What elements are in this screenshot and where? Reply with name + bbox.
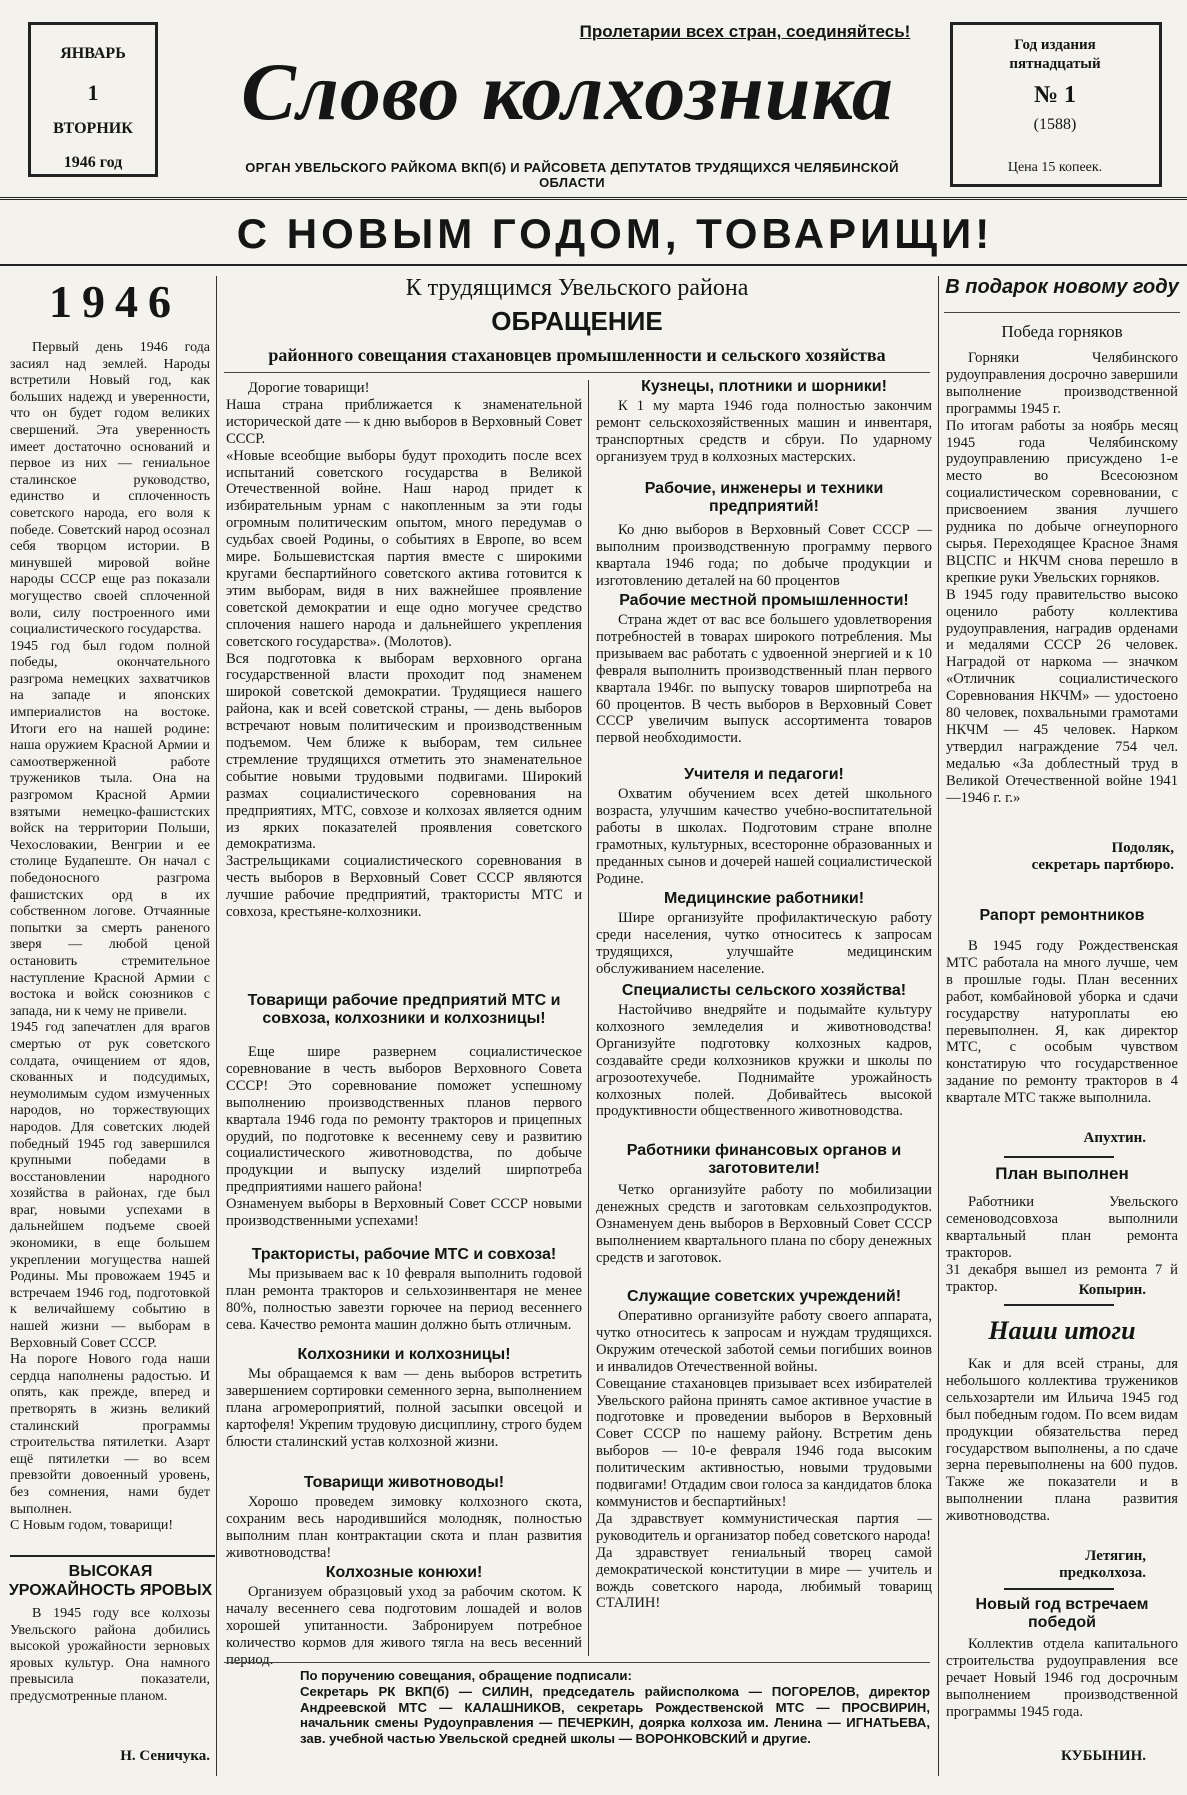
appeal-col1f-title: Колхозные конюхи! bbox=[325, 1564, 483, 1581]
masthead-subtitle: ОРГАН УВЕЛЬСКОГО РАЙКОМА ВКП(б) И РАЙСОВЕТА ДЕПУТАТОВ ТРУДЯЩИХСЯ ЧЕЛЯБИНСКОЙ ОБЛАСТИ bbox=[245, 160, 899, 190]
right-a4-title: Наши итоги bbox=[988, 1316, 1136, 1345]
appeal-col1c-title: Трактористы, рабочие МТС и совхоза! bbox=[251, 1246, 557, 1263]
appeal-col2h-body: Оперативно организуйте работу своего аппарата, чутко относитесь к запросам и нуждам трудящихся. Окружим отеческой заботой семьи погибших воинов и инвалидов Отечественной войны. Совещание стахановцев призывает всех избирателей Увельского района принять самое активное участие в подготовке и проведении выборов в Верховный Совет СССР по нашему району. Встретим день выборов — 10-е февраля 1946 года высоким политическим активностью, новыми трудовыми подвигами! Отдадим свои голоса за кандидатов блока коммунистов и беспартийных! Да здравствует коммунистическая партия — руководитель и организатор побед советского народа! Да здравствует гениальный творец самой демократической конституции в мире — учитель и вождь советского народа, любимый товарищ СТАЛИН! bbox=[596, 1308, 932, 1612]
appeal-col2c-title: Рабочие местной промышленности! bbox=[619, 592, 909, 609]
appeal-col2f-title: Специалисты сельского хозяйства! bbox=[621, 982, 907, 999]
appeal-col2b-body: Ко дню выборов в Верховный Совет СССР — выполним производственную программу первого квартала 1946 года; по добыче продукции и изготовлению деталей на 60 процентов bbox=[596, 522, 932, 589]
right-a5-title: Новый год встречаем победой bbox=[975, 1596, 1149, 1631]
appeal-title: ОБРАЩЕНИЕ bbox=[491, 306, 663, 336]
issue-price: Цена 15 копеек. bbox=[1007, 160, 1103, 175]
left-article2-sign: Н. Сеничука. bbox=[120, 1748, 210, 1764]
right-a5-body: Коллектив отдела капитального строительства рудоуправления все речает Новый 1946 год досрочным выполнением производственной программы 1945 года. bbox=[946, 1636, 1178, 1720]
right-a2-rule bbox=[1004, 1156, 1114, 1158]
appeal-signers: По поручению совещания, обращение подписали: Секретарь РК ВКП(б) — СИЛИН, председатель райисполкома — ПОГОРЕЛОВ, директор Андреевской МТС — КАЛАШНИКОВ, секретарь Рождественской МТС — ПРОСВИРИН, начальник смены Рудоуправления — ПЕЧЕРКИН, доярка колхоза им. Ленина — ИГНАТЬЕВА, зав. учебной частью Увельской средней школы — ВОРОНКОВСКИЙ и другие. bbox=[300, 1668, 930, 1747]
appeal-col1d-title: Колхозники и колхозницы! bbox=[297, 1346, 511, 1363]
appeal-col1f-body: Организуем образцовый уход за рабочим скотом. К началу весеннего сева подготовим лошадей и волов хорошей упитанности. Забронируем потребное количество кормов для живого тягла на весь весенний период. bbox=[226, 1584, 582, 1668]
appeal-col2a-body: К 1 му марта 1946 года полностью закончим ремонт сельскохозяйственных машин и инвентаря, транспортных средств и сбруи. По ударному организуем труд в колхозных мастерских. bbox=[596, 398, 932, 465]
issue-number: № 1 bbox=[1033, 82, 1077, 108]
right-a1-title: Победа горняков bbox=[1001, 322, 1123, 341]
right-a3-rule bbox=[1004, 1304, 1114, 1306]
appeal-col1e-title: Товарищи животноводы! bbox=[303, 1474, 505, 1491]
left-heading-year: 1946 bbox=[49, 276, 181, 327]
appeal-col1-intro: Дорогие товарищи! Наша страна приближается к знаменательной исторической дате — к дню выборов в Верховный Совет СССР. «Новые всеобщие выборы будут проходить после всех испытаний советского государства в Великой Отечественной войне. Наш народ придет к избирательным урнам с накопленным за эти годы огромным политическим опытом, много передумав о судьбах своей Родины, о событиях в Европе, во всем мире. Большевистская партия вместе с широкими кругами беспартийного советского актива готовится к этим выборам, видя в них важнейшее проявление советской демократии и еще одно могучее средство сплочения нашего народа и дальнейшего укрепления советского государства». (Молотов). Вся подготовка к выборам верховного органа государственной власти проходит под знаменем широкой советской демократии. Трудящиеся нашего района, как и всей советской страны, — день выборов встречают новым политическим и производственным подъемом. Чем ближе к выборам, тем сильнее стремление трудящихся отметить это знаменательное событие новыми трудовыми подвигами. Широкий размах социалистического соревнования на предприятиях, МТС, совхозе и колхозах является одним из ярких показателей проявления советского демократизма. Застрельщиками социалистического соревнования в честь выборов в Верховный Совет СССР являются лучшие рабочие предприятий, трактористы МТС и совхоза, крестьяне-колхозники. bbox=[226, 380, 582, 921]
appeal-col1b-title: Товарищи рабочие предприятий МТС и совхоза, колхозники и колхозницы! bbox=[247, 992, 561, 1027]
signers-rule bbox=[224, 1662, 930, 1663]
col-rule-right bbox=[938, 276, 939, 1776]
right-a1-body: Горняки Челябинского рудоуправления досрочно завершили выполнение производственной программы 1945 г. По итогам работы за ноябрь месяц 1945 года Челябинскому рудоуправлению присуждено 1-е место во Всесоюзном социалистическом соревновании, с присвоением звания лучшего рудника по добыче огнеупорного сырья. Переходящее Красное Знамя ВЦСПС и НКЧМ снова перешло в крепкие руки Увельских горняков. В 1945 году правительство высоко оценило работу коллектива рудоуправления, наградив орденами и медалями СССР 26 человек. Наградой от наркома — значком «Отличник социалистического Соревнования НКЧМ» — удостоено 80 человек, похвальными грамотами НКЧМ — 45 человек. Нарком утвердил награждение 754 чел. медалью «За доблестный труд в Великой Отечественной войне 1941—1946 г. г.» bbox=[946, 350, 1178, 806]
banner-rule bbox=[0, 264, 1187, 266]
col-rule-left bbox=[216, 276, 217, 1776]
appeal-col2c-body: Страна ждет от вас все большего удовлетворения потребностей в товарах широкого потребления. Мы призываем вас работать с удвоенной энергией и к 10 февраля выполнить производственный план первого квартала 1946г. по выпуску товаров ширпотреба на 60 процентов. В честь выборов в Верховный Совет СССР увеличим выпуск ассортимента товаров первой необходимости. bbox=[596, 612, 932, 747]
appeal-col1c-body: Мы призываем вас к 10 февраля выполнить годовой план ремонта тракторов и сельхозинвентаря не менее 80%, полностью завезти горючее на период весеннего сева. Качество ремонта машин должно быть отличным. bbox=[226, 1266, 582, 1333]
right-a4-sign: Летягин, предколхоза. bbox=[1059, 1548, 1146, 1581]
appeal-col2g-body: Четко организуйте работу по мобилизации денежных средств и заготовкам сельхозпродуктов. Ознаменуем день выборов в Верховный Совет СССР выполнением квартального плана по сбору денежных средств и заготовок. bbox=[596, 1182, 932, 1266]
issue-total: (1588) bbox=[1033, 116, 1077, 133]
appeal-col2e-title: Медицинские работники! bbox=[663, 890, 865, 907]
appeal-kicker: К трудящимся Увельского района bbox=[405, 275, 749, 301]
appeal-col2g-title: Работники финансовых органов и заготовители! bbox=[626, 1142, 902, 1177]
masthead-title: Слово колхозника bbox=[241, 46, 894, 137]
appeal-col1e-body: Хорошо проведем зимовку колхозного скота, сохраним весь народившийся молодняк, полностью выполним план контрактации скота и план развития животноводства! bbox=[226, 1494, 582, 1561]
banner-headline: С НОВЫМ ГОДОМ, ТОВАРИЩИ! bbox=[236, 210, 994, 257]
right-a5-sign: КУБЫНИН. bbox=[1061, 1748, 1146, 1764]
appeal-col1d-body: Мы обращаемся к вам — день выборов встретить завершением сортировки семенного зерна, выполнением плана агромероприятий, полной засыпки овсецой и картофеля! Укрепим трудовую дисциплину, строго будем блюсти сталинский устав колхозной жизни. bbox=[226, 1366, 582, 1450]
col-rule-center bbox=[588, 380, 589, 1656]
left-article-body: Первый день 1946 года засиял над землей. Народы встретили Новый год, как больших надежд и уверенности, что он будет годом великих свершений. Эта уверенность имеет достаточно оснований и первое из них — гениальное сталинское руководство, единство и сплоченность советского народа, его воля к победе. Советский народ осознал себя творцом истории. В минувшей мировой войне народы СССР еще раз показали могущество своей сплоченной воли, силу построенного ими социалистического государства. 1945 год был годом полной победы, окончательного разгрома немецких захватчиков на западе и японских империалистов на востоке. Итоги его на нашей родине: наша оружием Красной Армии и самоотверженной работе тружеников тыла. Она на разгромом Красной Армии взятыми немецко-фашистских войск на территории Польши, Чехословакии, Венгрии и ее столице Будапеште. Он начал с победоносного разгрома фашистских орд в их собственном логове. Отчаянные попытки за смерть раненого зверя — любой ценой остановить стремительное наступление Красной Армии с востока и войск союзников с запада, ни к чему не привели. 1945 год запечатлен для врагов смертью от рук советского солдата, очищением от ядов, скованных и подсудимых, неумолимым судом измученных народов, но торжествующих народов. Для советских людей победный 1945 год завершился крупными победами в восстановлении народного хозяйства в районах, где был враг, новыми успехами в дальнейшем подъеме своей экономики, в еще большем укреплении могущества нашей Родины. Мы провожаем 1945 и встречаем 1946 год, подготовкой к величайшему событию в нашей жизни — выборам в Верховный Совет СССР. На пороге Нового года наши сердца наполнены радостью. И опять, как прежде, вперед и претворять в жизнь великий сталинский программы строительства пятилетки. Азарт ещё пятилетки — во всем превзойти довоенный уровень, без сомнения, нами будет выполнен. С Новым годом, товарищи! bbox=[10, 340, 210, 1534]
right-heading: В подарок новому году bbox=[945, 276, 1179, 298]
right-a3-title: План выполнен bbox=[995, 1164, 1129, 1183]
appeal-col1b-body: Еще шире развернем социалистическое соревнование в честь выборов Верховного Совета СССР! Это соревнование поможет успешному выполнению производственных планов первого квартала 1946 года по ремонту тракторов и прицепных орудий, по подготовке к весеннему севу и развитию социалистического животноводства, по добыче продукции и выпуску изделий ширпотреба предприятиями нашего района! Ознаменуем выборы в Верховный Совет СССР новыми производственными успехами! bbox=[226, 1044, 582, 1230]
appeal-subtitle: районного совещания стахановцев промышленности и сельского хозяйства bbox=[268, 345, 886, 365]
date-weekday: ВТОРНИК bbox=[53, 120, 133, 137]
issue-year-label: Год издания пятнадцатый bbox=[1009, 37, 1101, 72]
appeal-col2a-title: Кузнецы, плотники и шорники! bbox=[641, 378, 887, 395]
slogan: Пролетарии всех стран, соединяйтесь! bbox=[579, 22, 911, 41]
right-a3-sign: Копырин. bbox=[1078, 1282, 1146, 1298]
right-heading-rule bbox=[944, 312, 1180, 313]
right-a2-title: Рапорт ремонтников bbox=[979, 907, 1145, 924]
appeal-col2f-body: Настойчиво внедряйте и подымайте культуру колхозного земледелия и животноводства! Организуйте подготовку колхозных кадров, создавайте среди колхозников кружки и школы по агрозоотехучебе. Поднимайте урожайность колхозных полей. Добивайтесь высокой продуктивности общественного животноводства. bbox=[596, 1002, 932, 1120]
appeal-col2h-title: Служащие советских учреждений! bbox=[626, 1288, 902, 1305]
appeal-col2d-title: Учителя и педагоги! bbox=[684, 766, 844, 783]
date-month: ЯНВАРЬ bbox=[60, 45, 126, 62]
left-article-rule bbox=[10, 1555, 215, 1557]
right-a4-rule bbox=[1004, 1588, 1114, 1590]
left-article2-title: ВЫСОКАЯ УРОЖАЙНОСТЬ ЯРОВЫХ bbox=[8, 1563, 213, 1599]
date-day: 1 bbox=[87, 80, 99, 105]
masthead-rule bbox=[0, 197, 1187, 200]
appeal-col2e-body: Шире организуйте профилактическую работу среди населения, чутко относитесь к запросам трудящихся, улучшайте медицинским обслуживанием население. bbox=[596, 910, 932, 977]
date-year: 1946 год bbox=[63, 154, 123, 171]
right-a2-sign: Апухтин. bbox=[1083, 1130, 1146, 1146]
right-a2-body: В 1945 году Рождественская МТС работала на много лучше, чем в прошлые годы. План весенних работ, комбайновой уборка и сдачи государству натуроплаты ею перевыполнен. Я, как директор МТС, с особым чувством констатирую что государственное задание по ремонту тракторов в 4 квартале МТС также выполнила. bbox=[946, 938, 1178, 1107]
appeal-col2b-title: Рабочие, инженеры и техники предприятий! bbox=[644, 480, 884, 515]
appeal-col2d-body: Охватим обучением всех детей школьного возраста, улучшим качество учебно-воспитательной работы в школах. Подготовим стране вполне грамотных, культурных, всесторонне образованных и преданных сынов и дочерей нашей социалистической Родине. bbox=[596, 786, 932, 887]
appeal-rule bbox=[224, 372, 930, 373]
right-a4-body: Как и для всей страны, для небольшого коллектива тружеников сельхозартели им Ильича 1945 год был победным годом. По всем видам продукции обязательства перед государством выполнены, а по сдаче зерна перевыполнены на 600 пудов. Также же показатели и в выполнении плана развития животноводства. bbox=[946, 1356, 1178, 1525]
right-a1-sign: Подоляк, секретарь партбюро. bbox=[1031, 840, 1174, 873]
right-a3-body: Работники Увельского семеноводсовхоза выполнили квартальный план ремонта тракторов. 31 декабря вышел из ремонта 7 й трактор. bbox=[946, 1194, 1178, 1295]
left-article2-body: В 1945 году все колхозы Увельского района добились высокой урожайности зерновых яровых культур. Она намного превысила показатели, предусмотренные планом. bbox=[10, 1606, 210, 1704]
